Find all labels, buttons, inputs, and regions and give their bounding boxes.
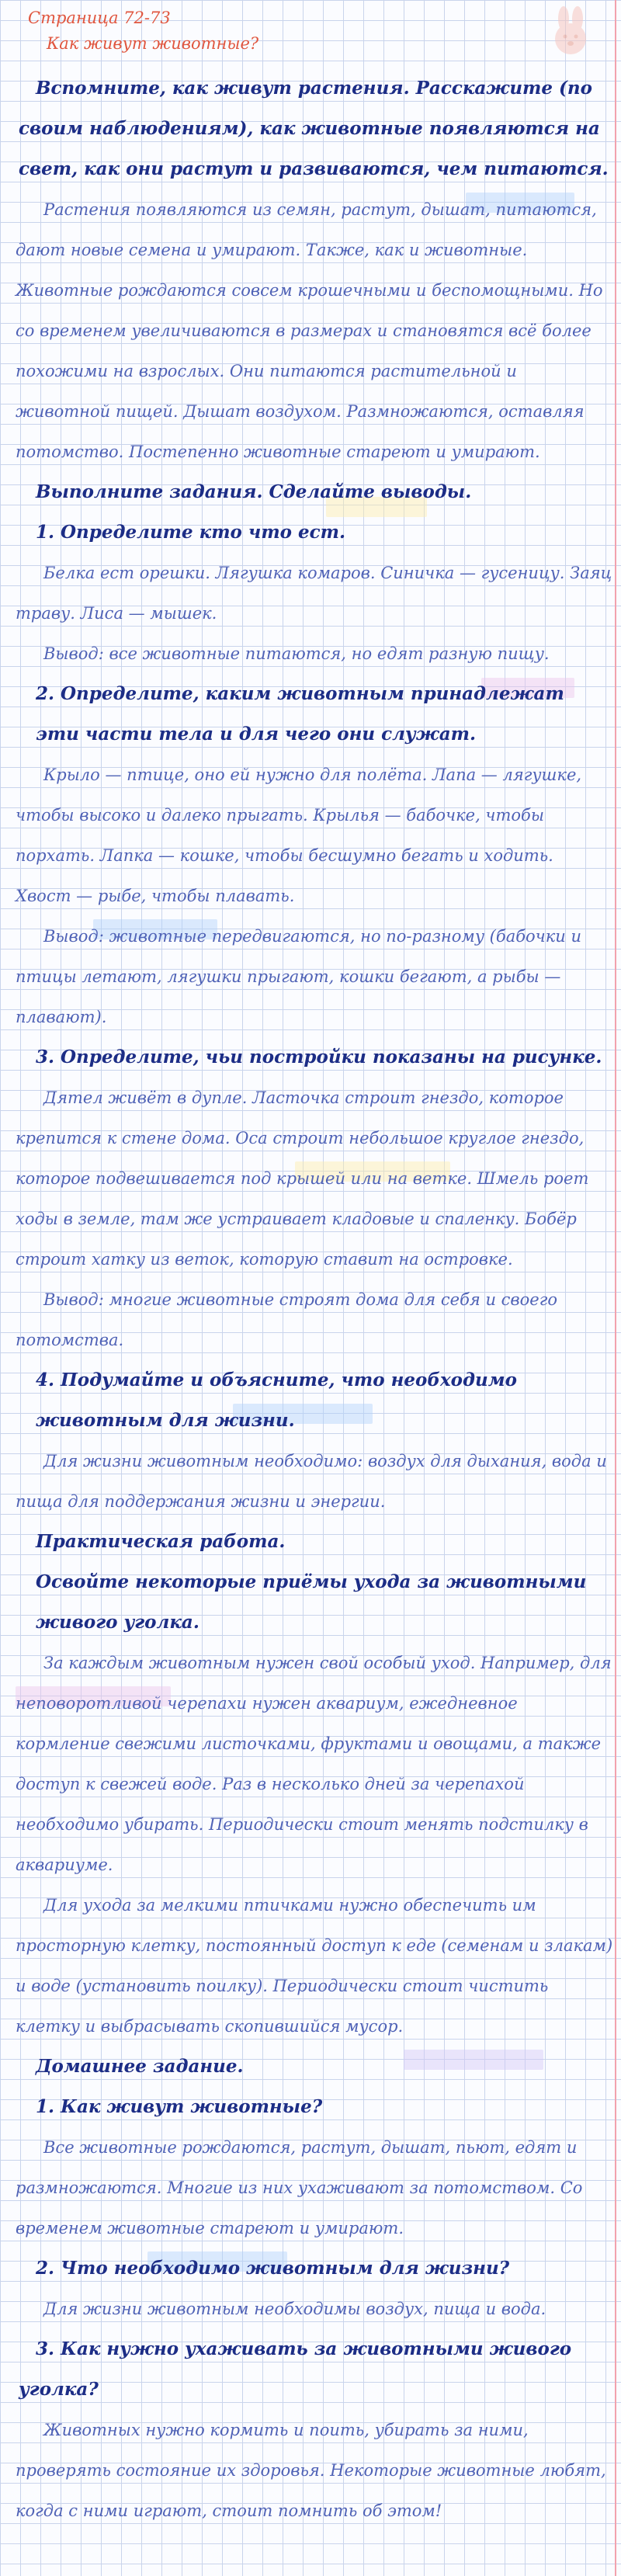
intro-task: Вспомните, как живут растения. Расскажите (по своим наблюдениям), как животные появляются на свет, как они растут и развиваются, чем питаются. bbox=[19, 78, 609, 179]
task-1-answer: Белка ест орешки. Лягушка комаров. Синичка — гусеницу. Заяц траву. Лиса — мышек. bbox=[16, 564, 612, 623]
homework-2-title: 2. Что необходимо животным для жизни? bbox=[36, 2258, 510, 2279]
homework-3-answer: Животных нужно кормить и поить, убирать за ними, проверять состояние их здоровья. Некоторые животные любят, когда с ними играют, стоит помнить об этом! bbox=[16, 2421, 606, 2520]
task-2-conclusion: Вывод: животные передвигаются, но по-разному (бабочки и птицы летают, лягушки прыгают, кошки бегают, а рыбы — плавают). bbox=[16, 927, 581, 1026]
task-3-title: 3. Определите, чьи постройки показаны на рисунке. bbox=[36, 1047, 602, 1068]
task-3-conclusion: Вывод: многие животные строят дома для себя и своего потомства. bbox=[16, 1290, 557, 1349]
homework-2-answer: Для жизни животным необходимы воздух, пища и вода. bbox=[43, 2300, 546, 2318]
page-reference: Страница 72-73 bbox=[28, 9, 171, 27]
task-2-answer: Крыло — птице, оно ей нужно для полёта. Лапа — лягушке, чтобы высоко и далеко прыгать. Крылья — бабочке, чтобы порхать. Лапка — кошке, чтобы бесшумно бегать и ходить. Хвост — рыбе, чтобы плавать. bbox=[16, 766, 582, 905]
task-4-title: 4. Подумайте и объясните, что необходимо животным для жизни. bbox=[36, 1370, 517, 1431]
practical-task: Освойте некоторые приёмы ухода за животными живого уголка. bbox=[36, 1571, 587, 1633]
homework-1-title: 1. Как живут животные? bbox=[36, 2096, 323, 2117]
task-1-title: 1. Определите кто что ест. bbox=[36, 522, 346, 543]
task-3-answer: Дятел живёт в дупле. Ласточка строит гнездо, которое крепится к стене дома. Оса строит небольшое круглое гнездо, которое подвешивается под крышей или на ветке. Шмель роет ходы в земле, там же устраивает кладовые и спаленку. Бобёр строит хатку из веток, которую ставит на островке. bbox=[16, 1088, 589, 1269]
homework-3-title: 3. Как нужно ухаживать за животными живого уголка? bbox=[19, 2338, 572, 2400]
task-4-answer: Для жизни животным необходимо: воздух для дыхания, вода и пища для поддержания жизни и энергии. bbox=[16, 1452, 607, 1511]
practical-answer-turtle: За каждым животным нужен свой особый уход. Например, для неповоротливой черепахи нужен аквариум, ежедневное кормление свежими листочками, фруктами и овощами, а также доступ к свежей воде. Раз в несколько дней за черепахой необходимо убирать. Периодически стоит менять подстилку в аквариуме. bbox=[16, 1654, 612, 1874]
homework-heading: Домашнее задание. bbox=[36, 2056, 244, 2077]
practical-answer-birds: Для ухода за мелкими птичками нужно обеспечить им просторную клетку, постоянный доступ к еде (семенам и злакам) и воде (установить поилку). Периодически стоит чистить клетку и выбрасывать скопившийся мусор. bbox=[16, 1896, 613, 2036]
homework-1-answer: Все животные рождаются, растут, дышат, пьют, едят и размножаются. Многие из них ухаживают за потомством. Со временем животные стареют и умирают. bbox=[16, 2138, 583, 2238]
tasks-heading: Выполните задания. Сделайте выводы. bbox=[36, 481, 472, 502]
task-2-title: 2. Определите, каким животным принадлежат эти части тела и для чего они служат. bbox=[36, 683, 564, 745]
task-1-conclusion: Вывод: все животные питаются, но едят разную пищу. bbox=[43, 644, 550, 663]
lesson-topic: Как живут животные? bbox=[47, 34, 259, 53]
practical-heading: Практическая работа. bbox=[36, 1531, 286, 1552]
intro-answer: Растения появляются из семян, растут, дышат, питаются, дают новые семена и умирают. Также, как и животные. Животные рождаются совсем крошечными и беспомощными. Но со временем увеличиваются в размерах и становятся всё более похожими на взрослых. Они питаются растительной и животной пищей. Дышат воздухом. Размножаются, оставляя потомство. Постепенно животные стареют и умирают. bbox=[16, 200, 603, 461]
